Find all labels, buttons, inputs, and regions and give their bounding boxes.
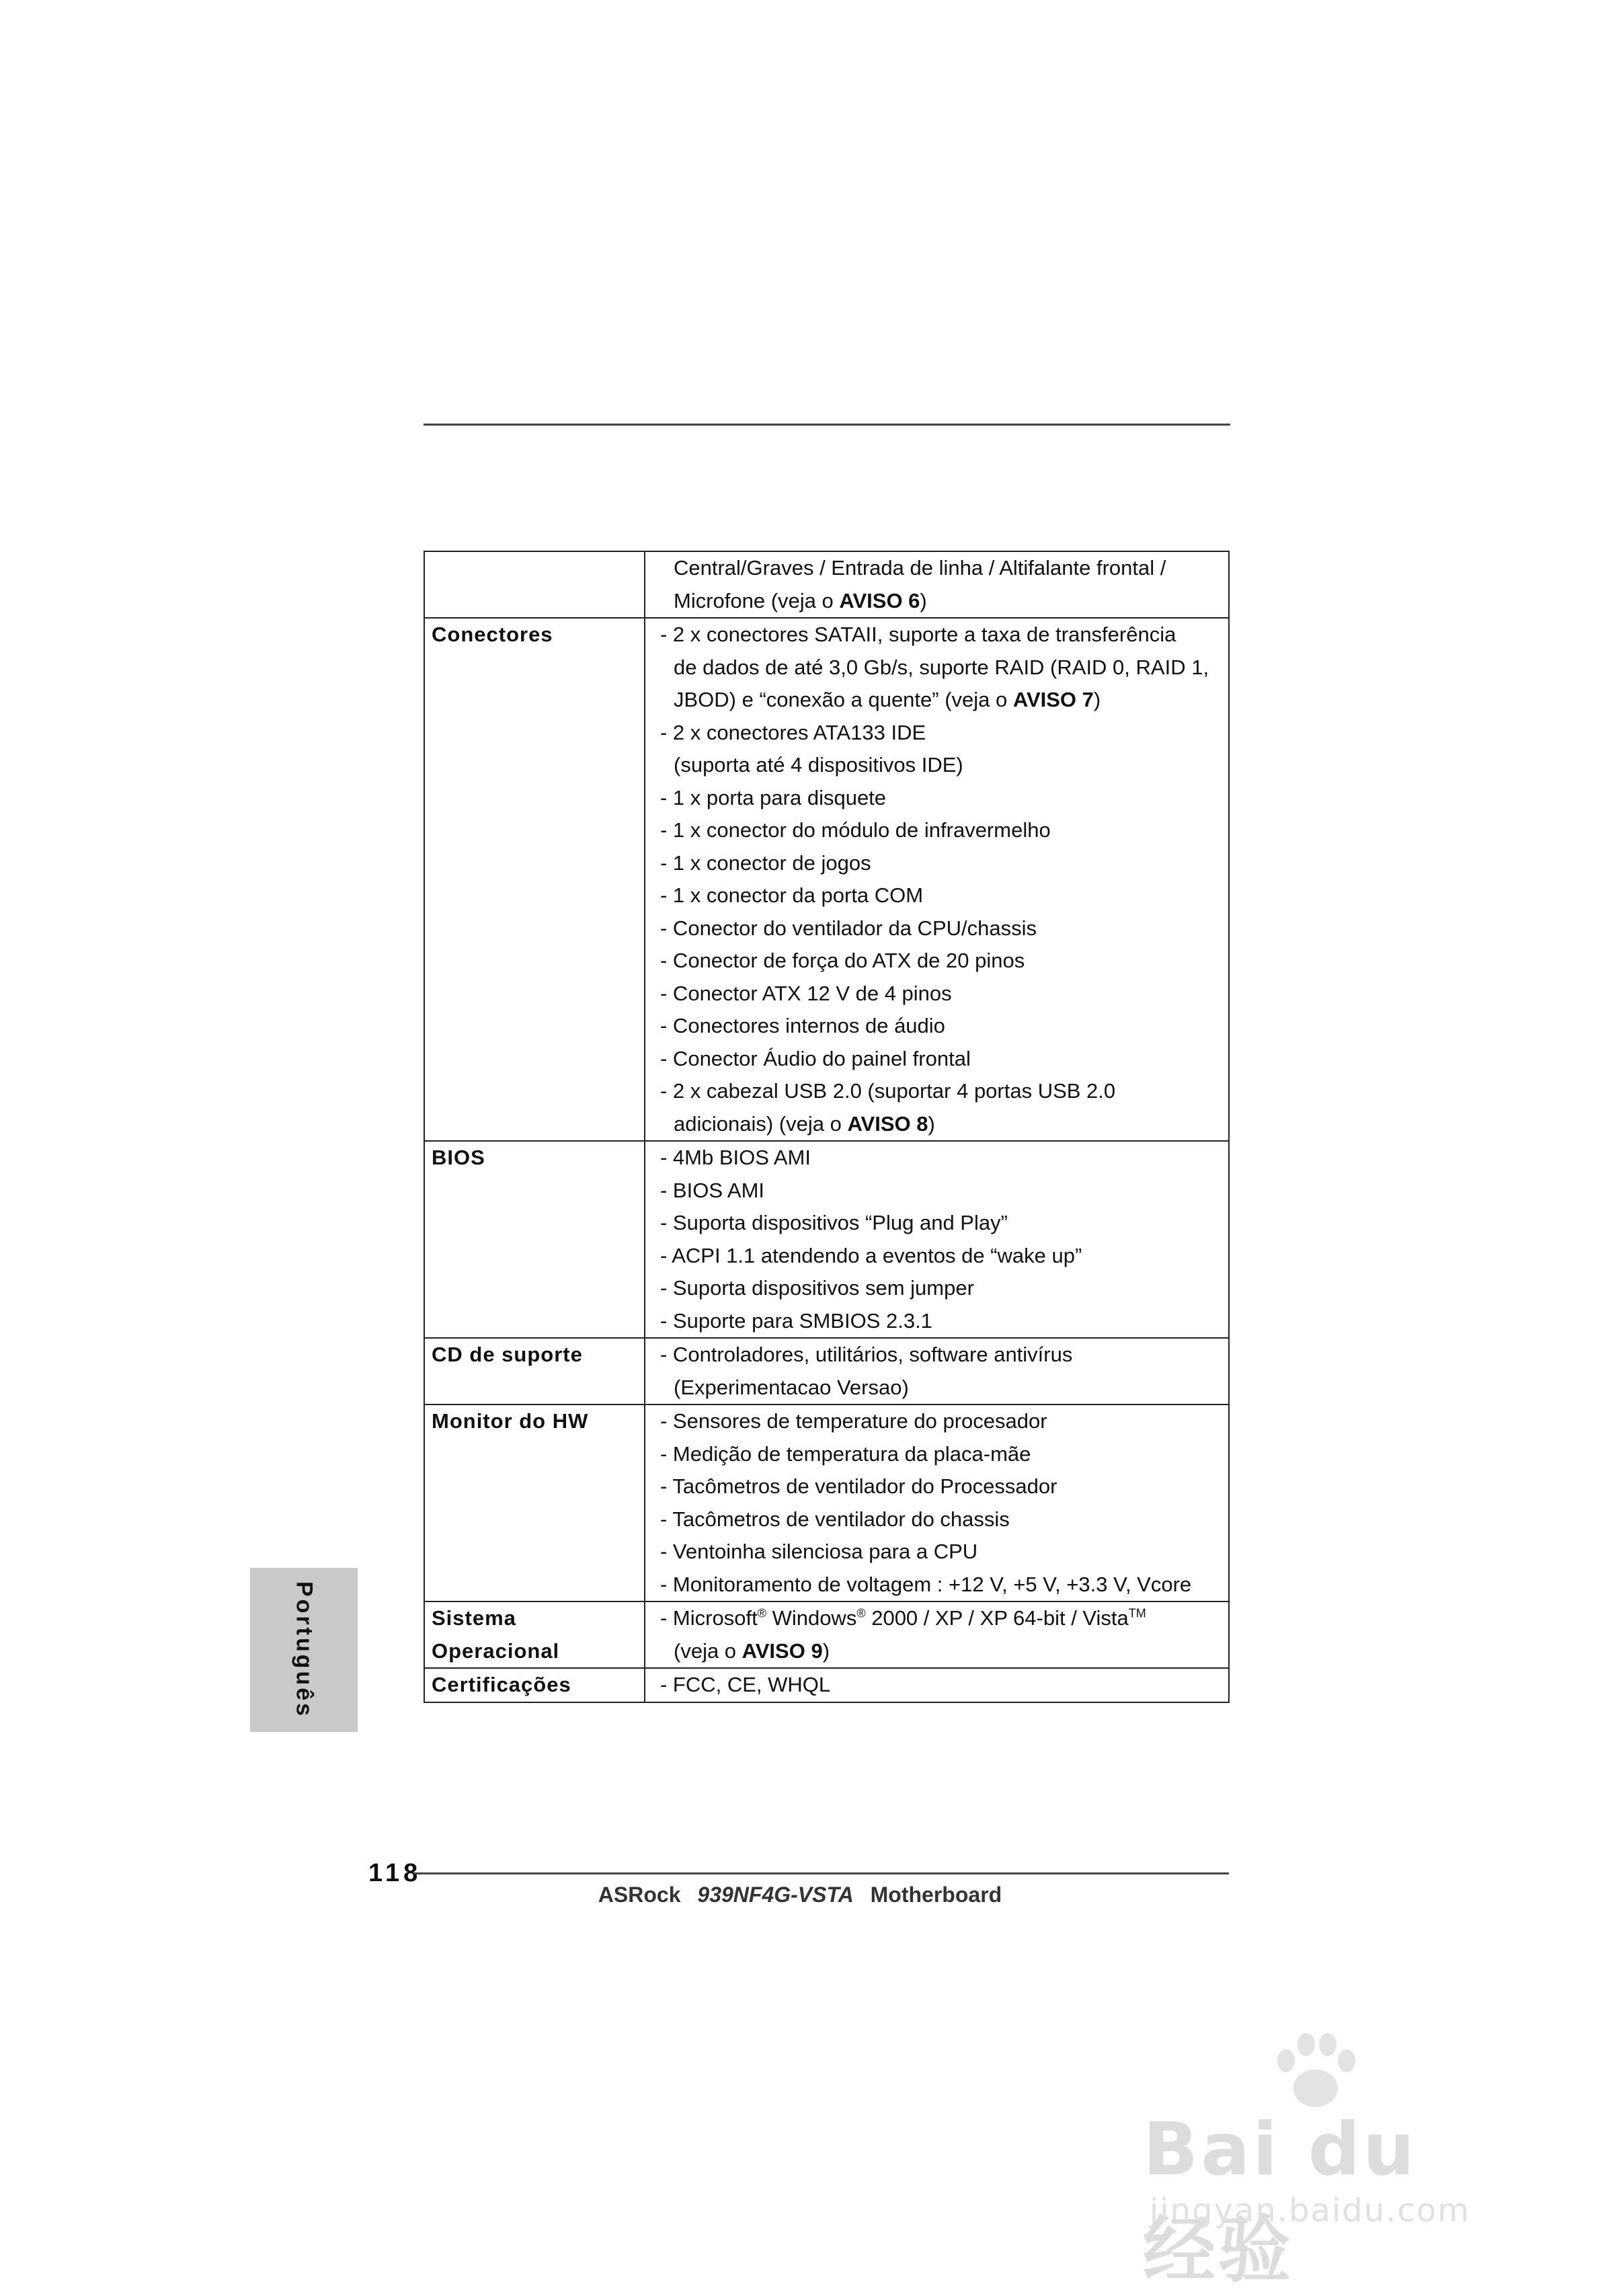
row-content [645, 1601, 1229, 1668]
spec-line: - ACPI 1.1 atendendo a eventos de “wake up” [660, 1243, 1082, 1267]
footer [0, 1883, 1600, 1907]
spec-line: JBOD) e “conexão a quente” (veja o AVISO 7) [674, 688, 1101, 711]
spec-line: - 1 x conector de jogos [660, 850, 871, 875]
spec-line: - Microsoft® Windows® 2000 / XP / XP 64-bit / Vista™ [660, 1606, 1146, 1630]
bottom-rule [413, 1872, 1229, 1874]
table-row-hw [424, 1404, 1229, 1601]
row-label-empty [424, 551, 645, 618]
table-row-os [424, 1601, 1229, 1668]
spec-line: - 4Mb BIOS AMI [660, 1146, 811, 1169]
row-content [645, 1141, 1229, 1338]
spec-line: - Conector ATX 12 V de 4 pinos [660, 981, 952, 1005]
spec-line: Microfone (veja o AVISO 6) [674, 588, 927, 612]
row-label: Conectores [424, 618, 645, 1141]
language-tab-label: Português [291, 1581, 317, 1719]
spec-line: (suporta até 4 dispositivos IDE) [674, 753, 963, 777]
spec-line: - Controladores, utilitários, software antivírus [660, 1343, 1073, 1366]
table-row-bios [424, 1141, 1229, 1338]
spec-line: - 1 x conector da porta COM [660, 883, 924, 907]
spec-line: - 2 x cabezal USB 2.0 (suportar 4 portas USB 2.0 [660, 1079, 1116, 1103]
spec-line: - Tacômetros de ventilador do Processador [660, 1474, 1057, 1498]
row-label: BIOS [424, 1141, 645, 1338]
table-row-cd [424, 1338, 1229, 1404]
row-content [645, 618, 1229, 1141]
spec-line: - 2 x conectores ATA133 IDE [660, 720, 926, 744]
spec-line: - Conector de força do ATX de 20 pinos [660, 949, 1025, 972]
row-content [645, 1668, 1229, 1702]
top-rule [424, 424, 1230, 426]
spec-line: - Conector Áudio do painel frontal [660, 1046, 971, 1070]
spec-line: - Conector do ventilador da CPU/chassis [660, 916, 1037, 940]
spec-line: (Experimentacao Versao) [674, 1375, 909, 1399]
spec-line: - BIOS AMI [660, 1178, 765, 1202]
spec-line: - Suporta dispositivos sem jumper [660, 1276, 974, 1300]
table-row-conectores [424, 618, 1229, 1141]
spec-line: adicionais) (veja o AVISO 8) [674, 1111, 935, 1136]
watermark [1143, 2030, 1519, 2293]
language-tab [250, 1568, 358, 1732]
spec-line: - Tacômetros de ventilador do chassis [660, 1507, 1010, 1531]
row-label-line: Sistema [432, 1606, 516, 1630]
spec-line: (veja o AVISO 9) [674, 1638, 830, 1663]
row-content [645, 1404, 1229, 1601]
row-content [645, 1338, 1229, 1404]
paw-icon [1271, 2030, 1358, 2111]
spec-line: Central/Graves / Entrada de linha / Altifalante frontal / [674, 556, 1166, 580]
row-label: Monitor do HW [424, 1404, 645, 1601]
row-label: Certificações [424, 1668, 645, 1702]
table-row [424, 551, 1229, 618]
footer-model: 939NF4G-VSTA [697, 1883, 854, 1907]
watermark-brand: Bai du 经验 [1143, 2108, 1418, 2293]
footer-product: Motherboard [870, 1883, 1002, 1907]
spec-line: - Monitoramento de voltagem : +12 V, +5 V, +3.3 V, Vcore [660, 1572, 1192, 1596]
row-content [645, 551, 1229, 618]
page-number: 118 [368, 1859, 422, 1887]
spec-line: - FCC, CE, WHQL [660, 1673, 831, 1696]
row-label: CD de suporte [424, 1338, 645, 1404]
spec-line: - Medição de temperatura da placa-mãe [660, 1441, 1031, 1466]
footer-brand: ASRock [598, 1883, 681, 1907]
spec-line: - 1 x conector do módulo de infravermelho [660, 818, 1051, 842]
spec-line: - Suporte para SMBIOS 2.3.1 [660, 1308, 932, 1333]
watermark-url: jingyan.baidu.com [1150, 2192, 1470, 2229]
spec-line: - Sensores de temperature do procesador [660, 1409, 1047, 1433]
spec-line: - 1 x porta para disquete [660, 785, 887, 809]
spec-line: - 2 x conectores SATAII, suporte a taxa de transferência [660, 623, 1176, 646]
spec-line: de dados de até 3,0 Gb/s, suporte RAID (RAID 0, RAID 1, [674, 655, 1209, 679]
spec-line: - Suporta dispositivos “Plug and Play” [660, 1211, 1008, 1234]
row-label-line: Operacional [432, 1638, 560, 1663]
row-label [424, 1601, 645, 1668]
table-row-cert [424, 1668, 1229, 1702]
spec-line: - Ventoinha silenciosa para a CPU [660, 1540, 978, 1563]
spec-table [424, 551, 1230, 1703]
spec-line: - Conectores internos de áudio [660, 1014, 945, 1037]
